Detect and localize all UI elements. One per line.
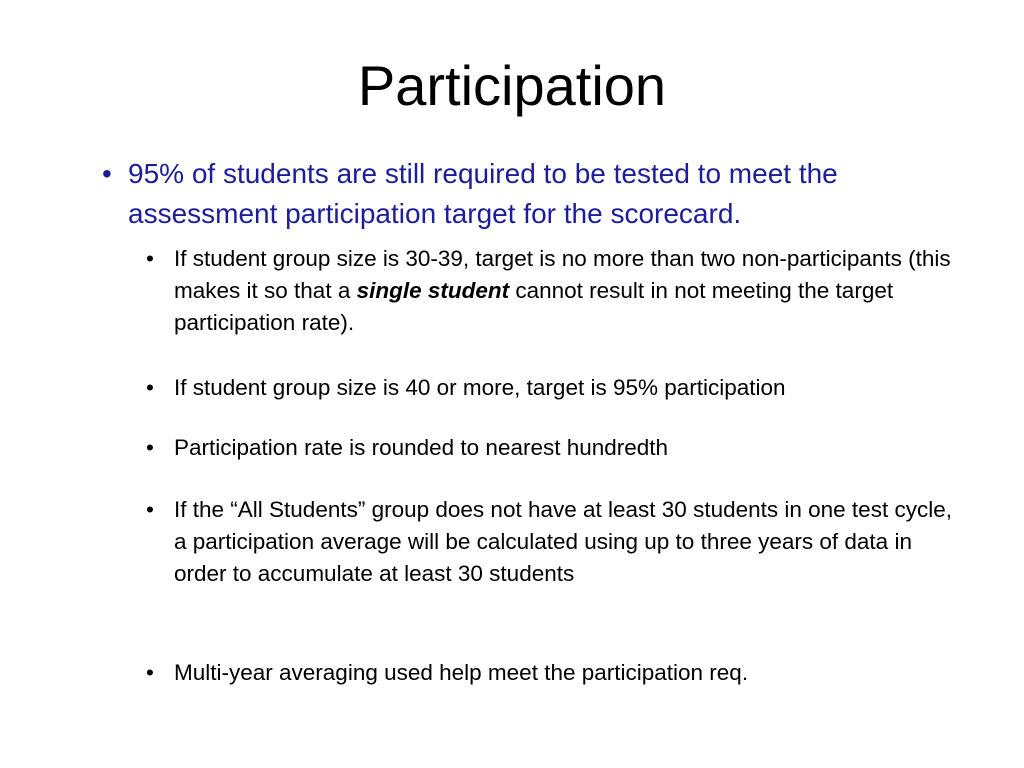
- sub-bullet-text-after: cannot result in not meeting the target participation rate).: [174, 278, 894, 335]
- sub-bullet-text-before: If student group size is 30-39, target is no more than two non-participants (this makes it so that a: [174, 246, 951, 303]
- bullet-marker: •: [146, 660, 154, 685]
- sub-bullet-text: If the “All Students” group does not have at least 30 students in one test cycle, a participation average will be calculated using up to three years of data in order to accumulate at least 30 students: [174, 497, 952, 586]
- sub-bullet-all-students-average: [146, 494, 966, 626]
- emphasis-single-student: single student: [356, 278, 510, 303]
- sub-bullet-text: Participation rate is rounded to nearest hundredth: [174, 435, 669, 460]
- slide-title: Participation: [357, 54, 667, 117]
- bullet-marker: •: [146, 246, 154, 271]
- sub-bullet-text: Multi-year averaging used help meet the participation req.: [174, 660, 749, 685]
- sub-bullet-multi-year-averaging: [146, 657, 966, 691]
- sub-bullet-rounding: [146, 432, 966, 466]
- bullet-marker: •: [102, 158, 112, 189]
- sub-bullet-text: If student group size is 40 or more, target is 95% participation: [174, 375, 786, 400]
- sub-bullet-group-size-40-plus: [146, 372, 966, 406]
- bullet-marker: •: [146, 375, 154, 400]
- sub-bullet-group-size-30-39: [146, 243, 966, 343]
- bullet-marker: •: [146, 435, 154, 460]
- main-bullet-text: 95% of students are still required to be tested to meet the assessment participation target for the scorecard.: [128, 158, 838, 229]
- bullet-marker: •: [146, 497, 154, 522]
- sub-bullet-text: [174, 243, 964, 339]
- main-bullet: [102, 154, 982, 238]
